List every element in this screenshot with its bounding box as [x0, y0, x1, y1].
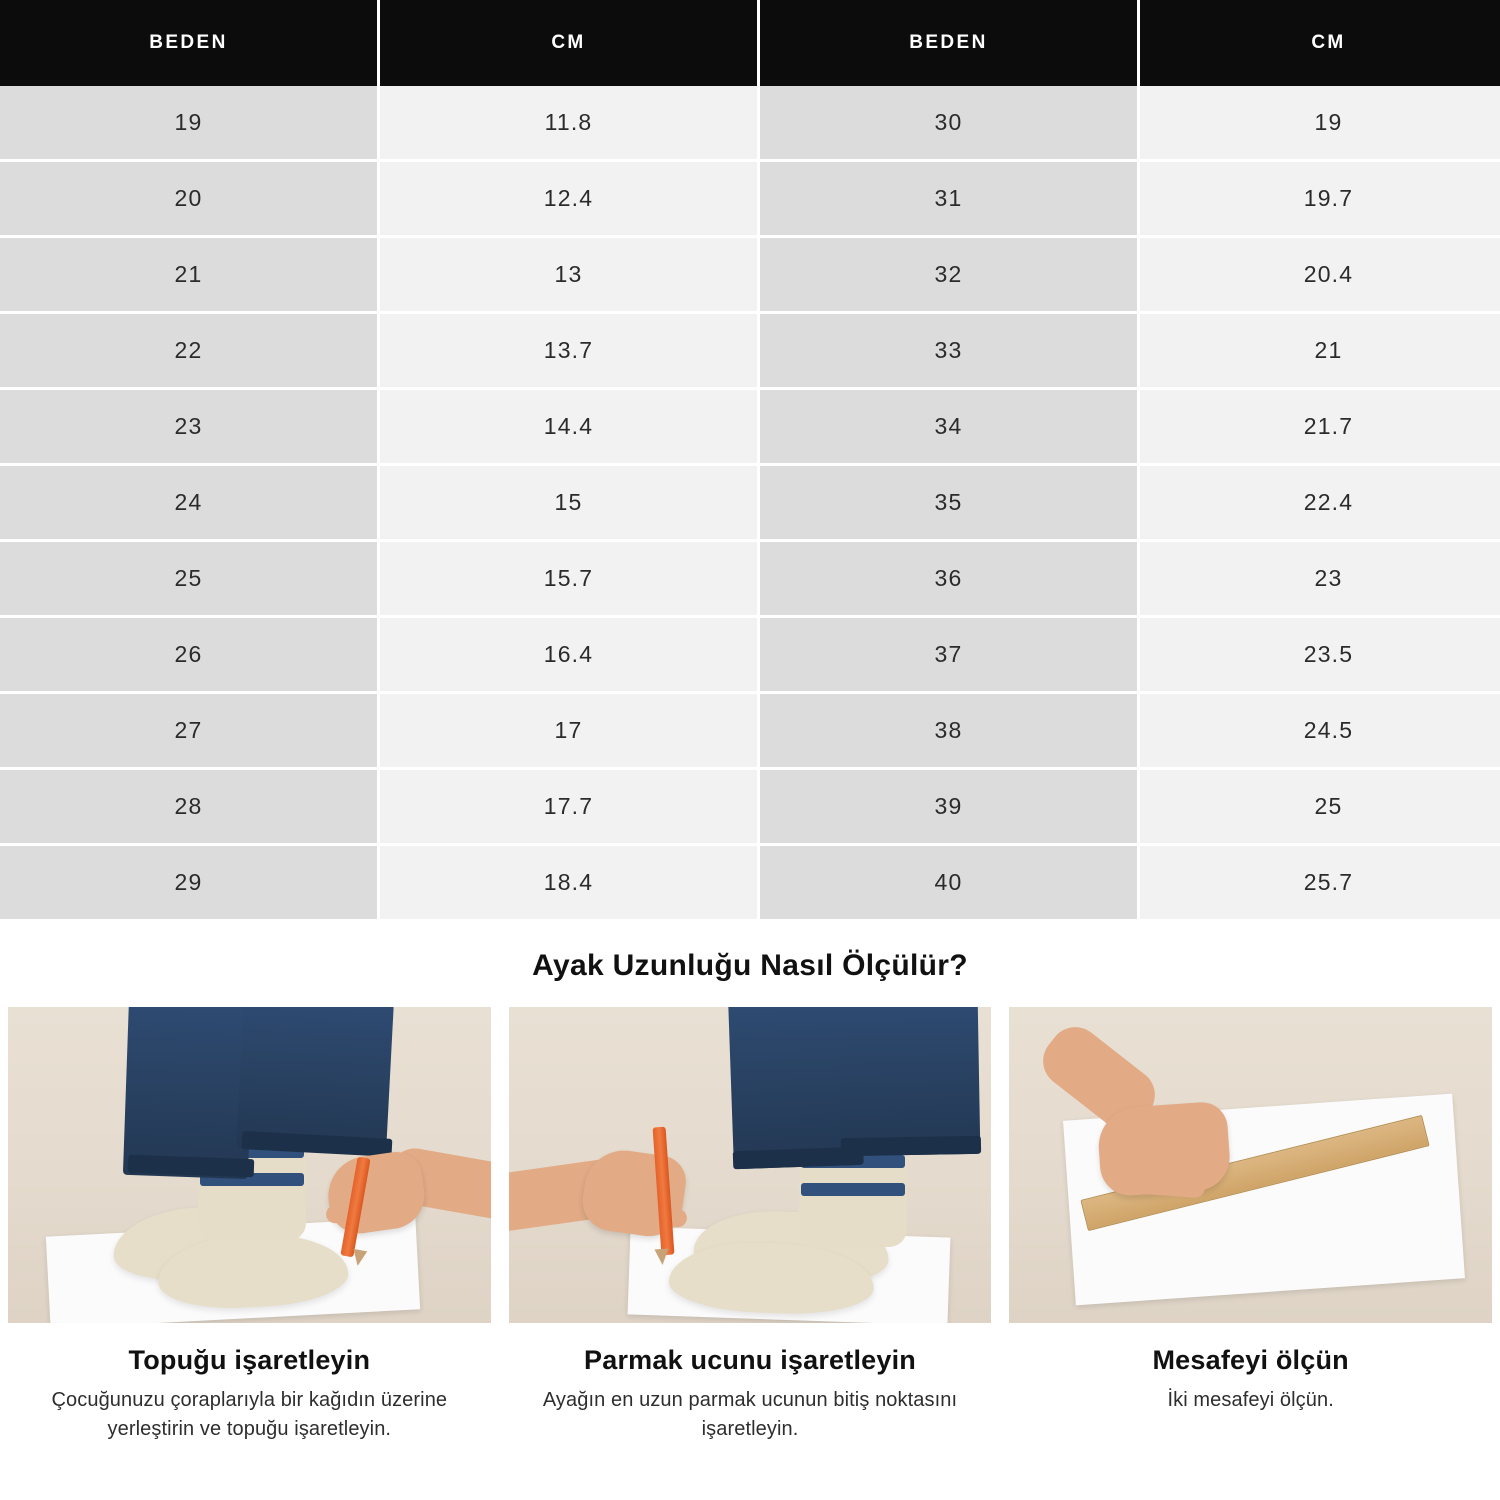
howto-step-2: [509, 1007, 992, 1444]
cell-cm-2: 19.7: [1139, 161, 1500, 237]
column-header-cm-1: CM: [379, 0, 759, 86]
step-title: Parmak ucunu işaretleyin: [584, 1345, 916, 1375]
cell-cm-2: 22.4: [1139, 465, 1500, 541]
cell-cm-2: 23: [1139, 541, 1500, 617]
howto-title: Ayak Uzunluğu Nasıl Ölçülür?: [532, 949, 968, 982]
cell-cm-1: 15: [379, 465, 759, 541]
cell-beden-1: 20: [0, 161, 379, 237]
cell-beden-1: 22: [0, 313, 379, 389]
cell-cm-2: 23.5: [1139, 617, 1500, 693]
photo-mark-toe: [509, 1007, 992, 1323]
table-row: [0, 845, 1500, 921]
photo-measure-distance: [1009, 1007, 1492, 1323]
cell-cm-2: 21: [1139, 313, 1500, 389]
table-row: [0, 693, 1500, 769]
cell-cm-1: 12.4: [379, 161, 759, 237]
cell-beden-2: 33: [759, 313, 1139, 389]
cell-cm-2: 19: [1139, 86, 1500, 161]
jeans-leg-left: [123, 1007, 254, 1179]
table-row: [0, 161, 1500, 237]
table-row: [0, 389, 1500, 465]
cell-beden-1: 24: [0, 465, 379, 541]
howto-step-3: [1009, 1007, 1492, 1444]
cell-beden-1: 26: [0, 617, 379, 693]
cell-beden-2: 37: [759, 617, 1139, 693]
howto-title-bar: [0, 922, 1500, 1007]
cell-beden-2: 34: [759, 389, 1139, 465]
jeans-hem-right: [841, 1136, 981, 1156]
cell-cm-1: 13.7: [379, 313, 759, 389]
cell-beden-2: 39: [759, 769, 1139, 845]
cell-beden-2: 32: [759, 237, 1139, 313]
cell-cm-2: 25: [1139, 769, 1500, 845]
cell-cm-1: 18.4: [379, 845, 759, 921]
cell-beden-1: 23: [0, 389, 379, 465]
cell-beden-1: 25: [0, 541, 379, 617]
table-row: [0, 769, 1500, 845]
cell-cm-2: 25.7: [1139, 845, 1500, 921]
cell-beden-1: 28: [0, 769, 379, 845]
howto-steps: [0, 1007, 1500, 1444]
cell-cm-1: 14.4: [379, 389, 759, 465]
step-description: Ayağın en uzun parmak ucunun bitiş noktasını işaretleyin.: [542, 1389, 958, 1440]
cell-cm-1: 17.7: [379, 769, 759, 845]
step-description: Çocuğunuzu çoraplarıyla bir kağıdın üzerine yerleştirin ve topuğu işaretleyin.: [51, 1389, 448, 1440]
cell-cm-1: 11.8: [379, 86, 759, 161]
table-header-row: [0, 0, 1500, 86]
cell-beden-1: 29: [0, 845, 379, 921]
table-body: [0, 86, 1500, 921]
jeans-leg-right: [837, 1007, 980, 1156]
column-header-beden-1: BEDEN: [0, 0, 379, 86]
cell-beden-1: 21: [0, 237, 379, 313]
column-header-cm-2: CM: [1139, 0, 1500, 86]
step-title: Mesafeyi ölçün: [1152, 1345, 1349, 1375]
column-header-beden-2: BEDEN: [759, 0, 1139, 86]
table-row: [0, 313, 1500, 389]
cell-beden-2: 40: [759, 845, 1139, 921]
step-title: Topuğu işaretleyin: [128, 1345, 371, 1375]
table-row: [0, 237, 1500, 313]
howto-step-1: [8, 1007, 491, 1444]
cell-beden-1: 19: [0, 86, 379, 161]
sock-stripe: [801, 1183, 905, 1196]
cell-cm-1: 17: [379, 693, 759, 769]
cell-cm-1: 13: [379, 237, 759, 313]
table-row: [0, 465, 1500, 541]
cell-beden-2: 36: [759, 541, 1139, 617]
cell-cm-2: 21.7: [1139, 389, 1500, 465]
cell-beden-2: 31: [759, 161, 1139, 237]
table-row: [0, 541, 1500, 617]
cell-cm-1: 16.4: [379, 617, 759, 693]
cell-beden-2: 35: [759, 465, 1139, 541]
cell-beden-2: 38: [759, 693, 1139, 769]
cell-cm-2: 24.5: [1139, 693, 1500, 769]
pencil-tip-icon: [351, 1249, 368, 1267]
pencil-tip-icon: [654, 1249, 669, 1266]
table-row: [0, 86, 1500, 161]
cell-beden-1: 27: [0, 693, 379, 769]
photo-mark-heel: [8, 1007, 491, 1323]
cell-cm-1: 15.7: [379, 541, 759, 617]
cell-cm-2: 20.4: [1139, 237, 1500, 313]
cell-beden-2: 30: [759, 86, 1139, 161]
step-description: İki mesafeyi ölçün.: [1167, 1389, 1334, 1411]
table-row: [0, 617, 1500, 693]
table-header: [0, 0, 1500, 86]
